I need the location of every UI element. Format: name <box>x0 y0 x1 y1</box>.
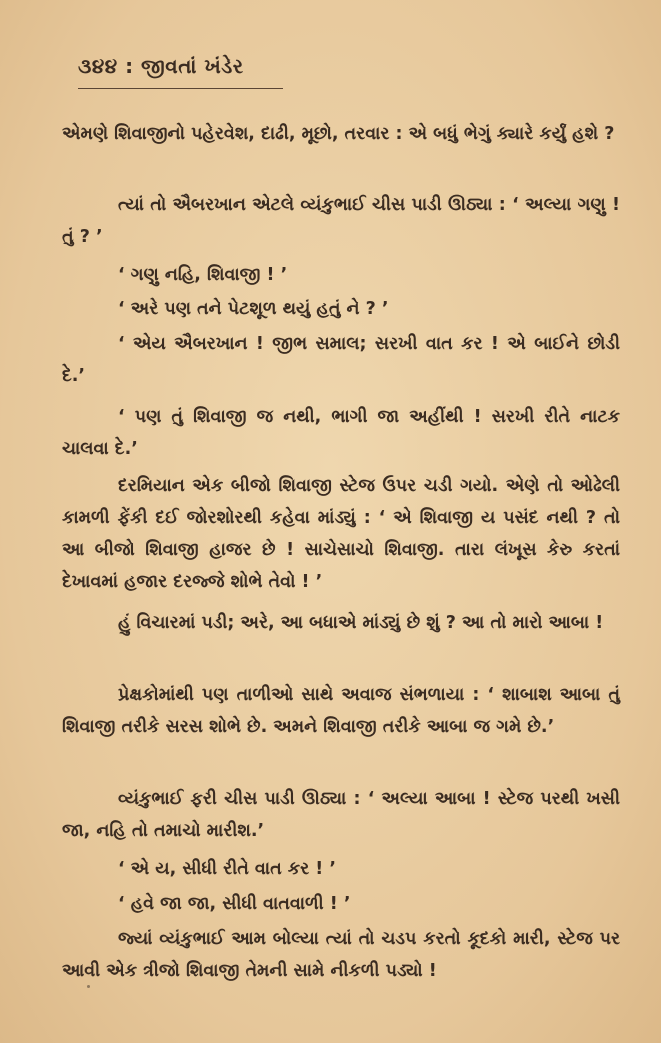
paragraph-9: પ્રેક્ષકોમાંથી પણ તાળીઓ સાથે અવાજ સંભળાયા : ‘ શાબાશ આબા તું શિવાજી તરીકે સરસ શોભે છે. અમને શિવાજી તરીકે આબા જ ગમે છે.’ <box>62 685 620 737</box>
paragraph-13: જ્યાં વ્યંકુભાઈ આમ બોલ્યા ત્યાં તો ચડપ કરતો કૂદકો મારી, સ્ટેજ પર આવી એક ત્રીજો શિવાજી તેમની સામે નીકળી પડ્યો ! <box>62 929 620 981</box>
header-underline <box>78 88 283 89</box>
paragraph-7: દરમિયાન એક બીજો શિવાજી સ્ટેજ ઉપર ચડી ગયો. એણે તો ઓઢેલી કામળી ફેંકી દઈ જોરશોરથી કહેવા માંડ્યું : ‘ એ શિવાજી ય પસંદ નથી ? તો આ બીજો શિવાજી હાજર છે ! સાચેસાચો શિવાજી. તારા લંખૂસ કેરુ કરતાં દેખાવમાં હજાર દરજ્જે શોભે તેવો ! ’ <box>62 476 620 592</box>
paragraph-6: ‘ પણ તું શિવાજી જ નથી, ભાગી જા અહીંથી ! સરખી રીતે નાટક ચાલવા દે.’ <box>62 407 620 459</box>
paper-speck <box>87 985 90 988</box>
paragraph-3: ‘ ગણુ નહિ, શિવાજી ! ’ <box>118 265 288 285</box>
paragraph-10: વ્યંકુભાઈ ફરી ચીસ પાડી ઊઠ્યા : ‘ અલ્યા આબા ! સ્ટેજ પરથી ખસી જા, નહિ તો તમાચો મારીશ.’ <box>62 789 620 841</box>
paragraph-11: ‘ એ ય, સીધી રીતે વાત કર ! ’ <box>118 859 336 879</box>
paragraph-2: ત્યાં તો ઐબરખાન એટલે વ્યંકુભાઈ ચીસ પાડી ઊઠ્યા : ‘ અલ્યા ગણુ ! તું ? ’ <box>62 195 620 247</box>
paragraph-5: ‘ એય ઐબરખાન ! જીભ સમાલ; સરખી વાત કર ! એ બાઈને છોડી દે.’ <box>62 334 620 386</box>
paragraph-1: એમણે શિવાજીનો પહેરવેશ, દાઢી, મૂછો, તરવાર : એ બધું ભેગું ક્યારે કર્યું હશે ? <box>62 124 615 144</box>
paragraph-12: ‘ હવે જા જા, સીધી વાતવાળી ! ’ <box>118 894 351 914</box>
paragraph-8: હું વિચારમાં પડી; અરે, આ બધાએ માંડ્યું છે શું ? આ તો મારો આબા ! <box>118 613 604 633</box>
paragraph-4: ‘ અરે પણ તને પેટશૂળ થયું હતું ને ? ’ <box>118 299 389 319</box>
running-head: ૩૪૪ : જીવતાં ખંડેર <box>78 54 244 78</box>
